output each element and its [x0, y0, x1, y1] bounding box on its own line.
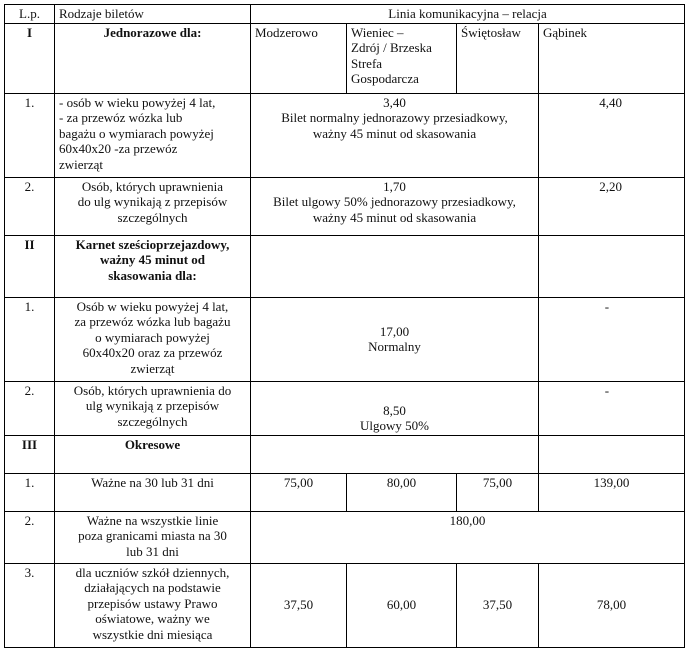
swietoslaw-price: 75,00: [457, 473, 539, 511]
header-row: [5, 5, 685, 24]
section-i-row-2: [5, 177, 685, 235]
section-iii-title: Okresowe: [55, 435, 251, 473]
ticket-description: Osób, których uprawnienia do ulg wynikają z przepisów szczególnych: [55, 381, 251, 435]
empty-cell: [539, 435, 685, 473]
row-number: 2.: [5, 177, 55, 235]
gabinek-price: 78,00: [539, 563, 685, 647]
col-gabinek: Gąbinek: [539, 23, 685, 93]
lp-header: L.p.: [5, 5, 55, 24]
empty-cell: [539, 235, 685, 297]
modzerowo-price: 75,00: [251, 473, 347, 511]
gabinek-price: -: [539, 297, 685, 381]
row-number: 2.: [5, 511, 55, 563]
section-ii-row-1: [5, 297, 685, 381]
ticket-description: Osób, których uprawnienia do ulg wynikają z przepisów szczególnych: [55, 177, 251, 235]
section-iii-number: III: [5, 435, 55, 473]
col-wieniec: Wieniec – Zdrój / Brzeska Strefa Gospodarcza: [347, 23, 457, 93]
wieniec-price: 80,00: [347, 473, 457, 511]
section-ii-row: [5, 235, 685, 297]
ticket-description: Ważne na wszystkie linie poza granicami miasta na 30 lub 31 dni: [55, 511, 251, 563]
gabinek-price: 2,20: [539, 177, 685, 235]
ticket-price-text: 3,40 Bilet normalny jednorazowy przesiadkowy, ważny 45 minut od skasowania: [251, 93, 539, 177]
modzerowo-price: 37,50: [251, 563, 347, 647]
section-iii-row-2: [5, 511, 685, 563]
ticket-price-text: 8,50 Ulgowy 50%: [251, 381, 539, 435]
section-ii-title: Karnet sześcioprzejazdowy, ważny 45 minut od skasowania dla:: [55, 235, 251, 297]
ticket-description: dla uczniów szkół dziennych, działających na podstawie przepisów ustawy Prawo oświatowe, ważny we wszystkie dni miesiąca: [55, 563, 251, 647]
line-relation-header: Linia komunikacyjna – relacja: [251, 5, 685, 24]
empty-cell: [251, 235, 539, 297]
swietoslaw-price: 37,50: [457, 563, 539, 647]
all-lines-price: 180,00: [251, 511, 685, 563]
section-i-number: I: [5, 23, 55, 93]
wieniec-price: 60,00: [347, 563, 457, 647]
empty-cell: [251, 435, 539, 473]
gabinek-price: 4,40: [539, 93, 685, 177]
section-iii-row-3: [5, 563, 685, 647]
row-number: 1.: [5, 93, 55, 177]
section-ii-row-2: [5, 381, 685, 435]
section-iii-row-1: [5, 473, 685, 511]
ticket-description: - osób w wieku powyżej 4 lat, - za przewóz wózka lub bagażu o wymiarach powyżej 60x40x20 -za przewóz zwierząt: [55, 93, 251, 177]
ticket-prices-table: [4, 4, 685, 648]
row-number: 3.: [5, 563, 55, 647]
ticket-description: Osób w wieku powyżej 4 lat, za przewóz wózka lub bagażu o wymiarach powyżej 60x40x20 oraz za przewóz zwierząt: [55, 297, 251, 381]
row-number: 1.: [5, 297, 55, 381]
gabinek-price: 139,00: [539, 473, 685, 511]
ticket-types-header: Rodzaje biletów: [55, 5, 251, 24]
section-i-row: [5, 23, 685, 93]
row-number: 1.: [5, 473, 55, 511]
ticket-description: Ważne na 30 lub 31 dni: [55, 473, 251, 511]
ticket-price-text: 1,70 Bilet ulgowy 50% jednorazowy przesiadkowy, ważny 45 minut od skasowania: [251, 177, 539, 235]
col-modzerowo: Modzerowo: [251, 23, 347, 93]
section-i-title: Jednorazowe dla:: [55, 23, 251, 93]
section-ii-number: II: [5, 235, 55, 297]
col-swietoslaw: Świętosław: [457, 23, 539, 93]
gabinek-price: -: [539, 381, 685, 435]
section-i-row-1: [5, 93, 685, 177]
section-iii-row: [5, 435, 685, 473]
row-number: 2.: [5, 381, 55, 435]
ticket-price-text: 17,00 Normalny: [251, 297, 539, 381]
